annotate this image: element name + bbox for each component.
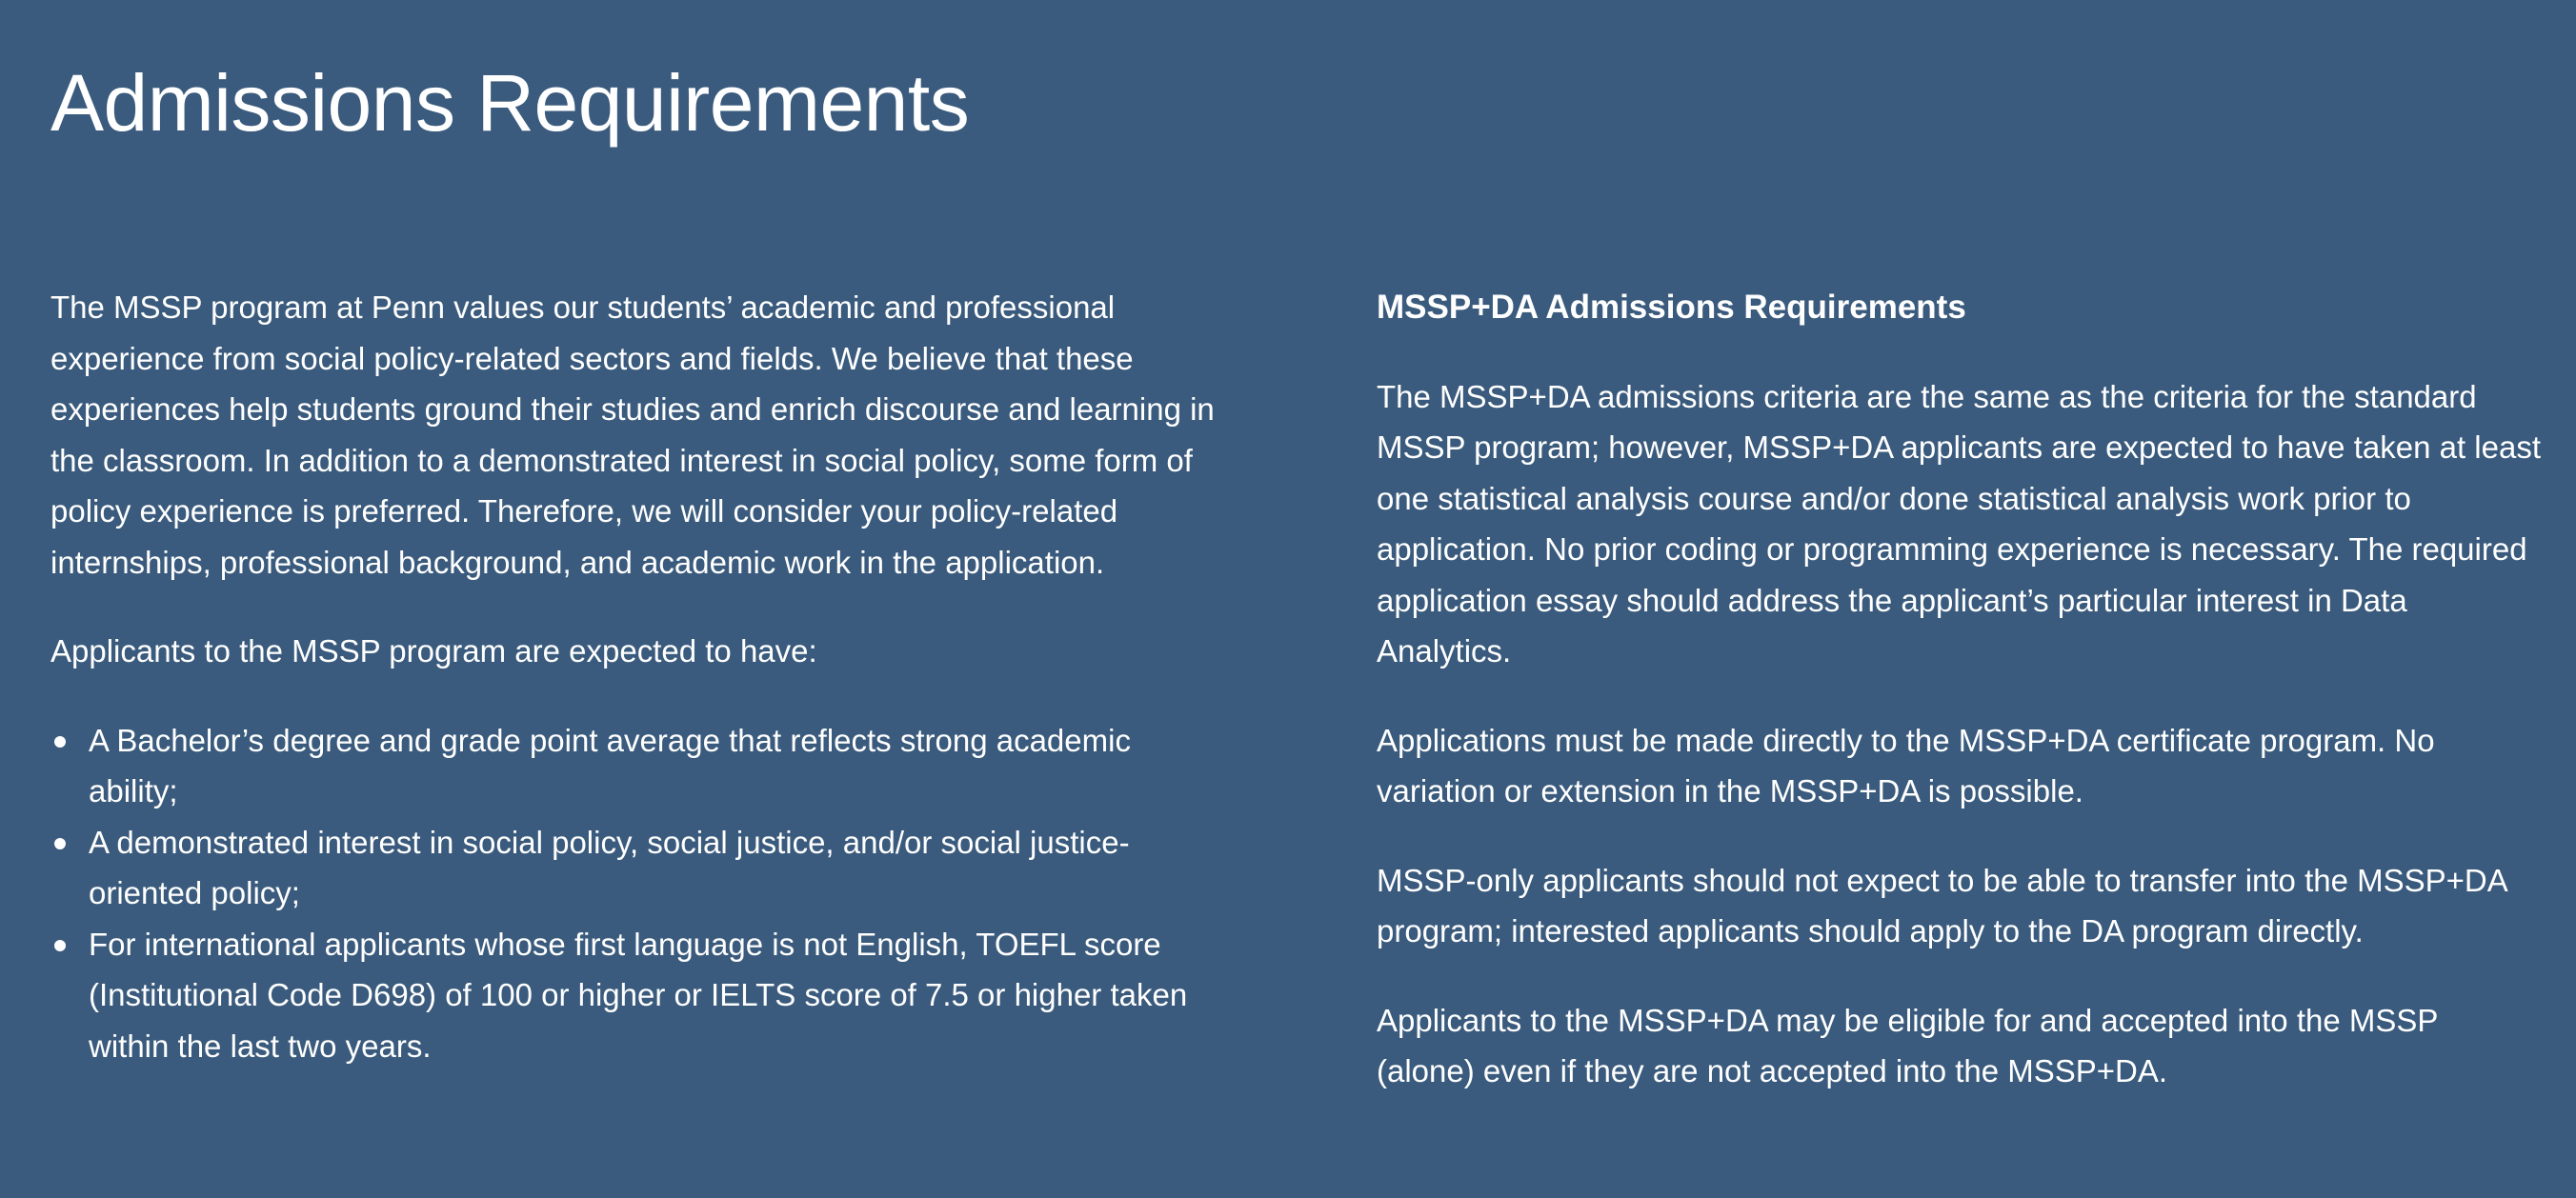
requirement-text: A demonstrated interest in social policy, social justice, and/or social justice-oriented policy; xyxy=(89,824,1130,910)
bullet-icon xyxy=(54,838,66,849)
bullet-icon xyxy=(54,940,66,951)
list-item xyxy=(89,715,1222,817)
list-item xyxy=(89,817,1222,919)
requirements-list xyxy=(50,715,1222,1072)
mssp-da-application-paragraph: Applications must be made directly to the MSSP+DA certificate program. No variation or extension in the MSSP+DA is possible. xyxy=(1377,722,2435,809)
mssp-da-eligibility-paragraph: Applicants to the MSSP+DA may be eligible for and accepted into the MSSP (alone) even if they are not accepted into the MSSP+DA. xyxy=(1377,1002,2438,1088)
mssp-da-criteria-paragraph: The MSSP+DA admissions criteria are the same as the criteria for the standard MSSP program; however, MSSP+DA applicants are expected to have taken at least one statistical analysis course and/or done statistical analysis work prior to application. No prior coding or programming experience is necessary. The required application essay should address the applicant’s particular interest in Data Analytics. xyxy=(1377,378,2541,669)
mssp-da-transfer-paragraph: MSSP-only applicants should not expect to be able to transfer into the MSSP+DA program; interested applicants should apply to the DA program directly. xyxy=(1377,862,2506,948)
bullet-icon xyxy=(54,736,66,748)
page-title: Admissions Requirements xyxy=(50,58,970,148)
mssp-da-requirements-column xyxy=(1377,282,2544,1135)
mssp-da-heading: MSSP+DA Admissions Requirements xyxy=(1377,289,1966,326)
requirement-text: A Bachelor’s degree and grade point average that reflects strong academic ability; xyxy=(89,722,1131,809)
list-item xyxy=(89,919,1222,1072)
requirement-text: For international applicants whose first language is not English, TOEFL score (Institutional Code D698) of 100 or higher or IELTS score of 7.5 or higher taken within the last two years. xyxy=(89,926,1188,1064)
requirements-lead-in: Applicants to the MSSP program are expected to have: xyxy=(50,633,817,669)
intro-paragraph: The MSSP program at Penn values our students’ academic and professional experience from social policy-related sectors and fields. We believe that these experiences help students ground their studies and enrich discourse and learning in the classroom. In addition to a demonstrated interest in social policy, some form of policy experience is preferred. Therefore, we will consider your policy-related internships, professional background, and academic work in the application. xyxy=(50,290,1215,580)
mssp-requirements-column xyxy=(50,282,1222,1071)
